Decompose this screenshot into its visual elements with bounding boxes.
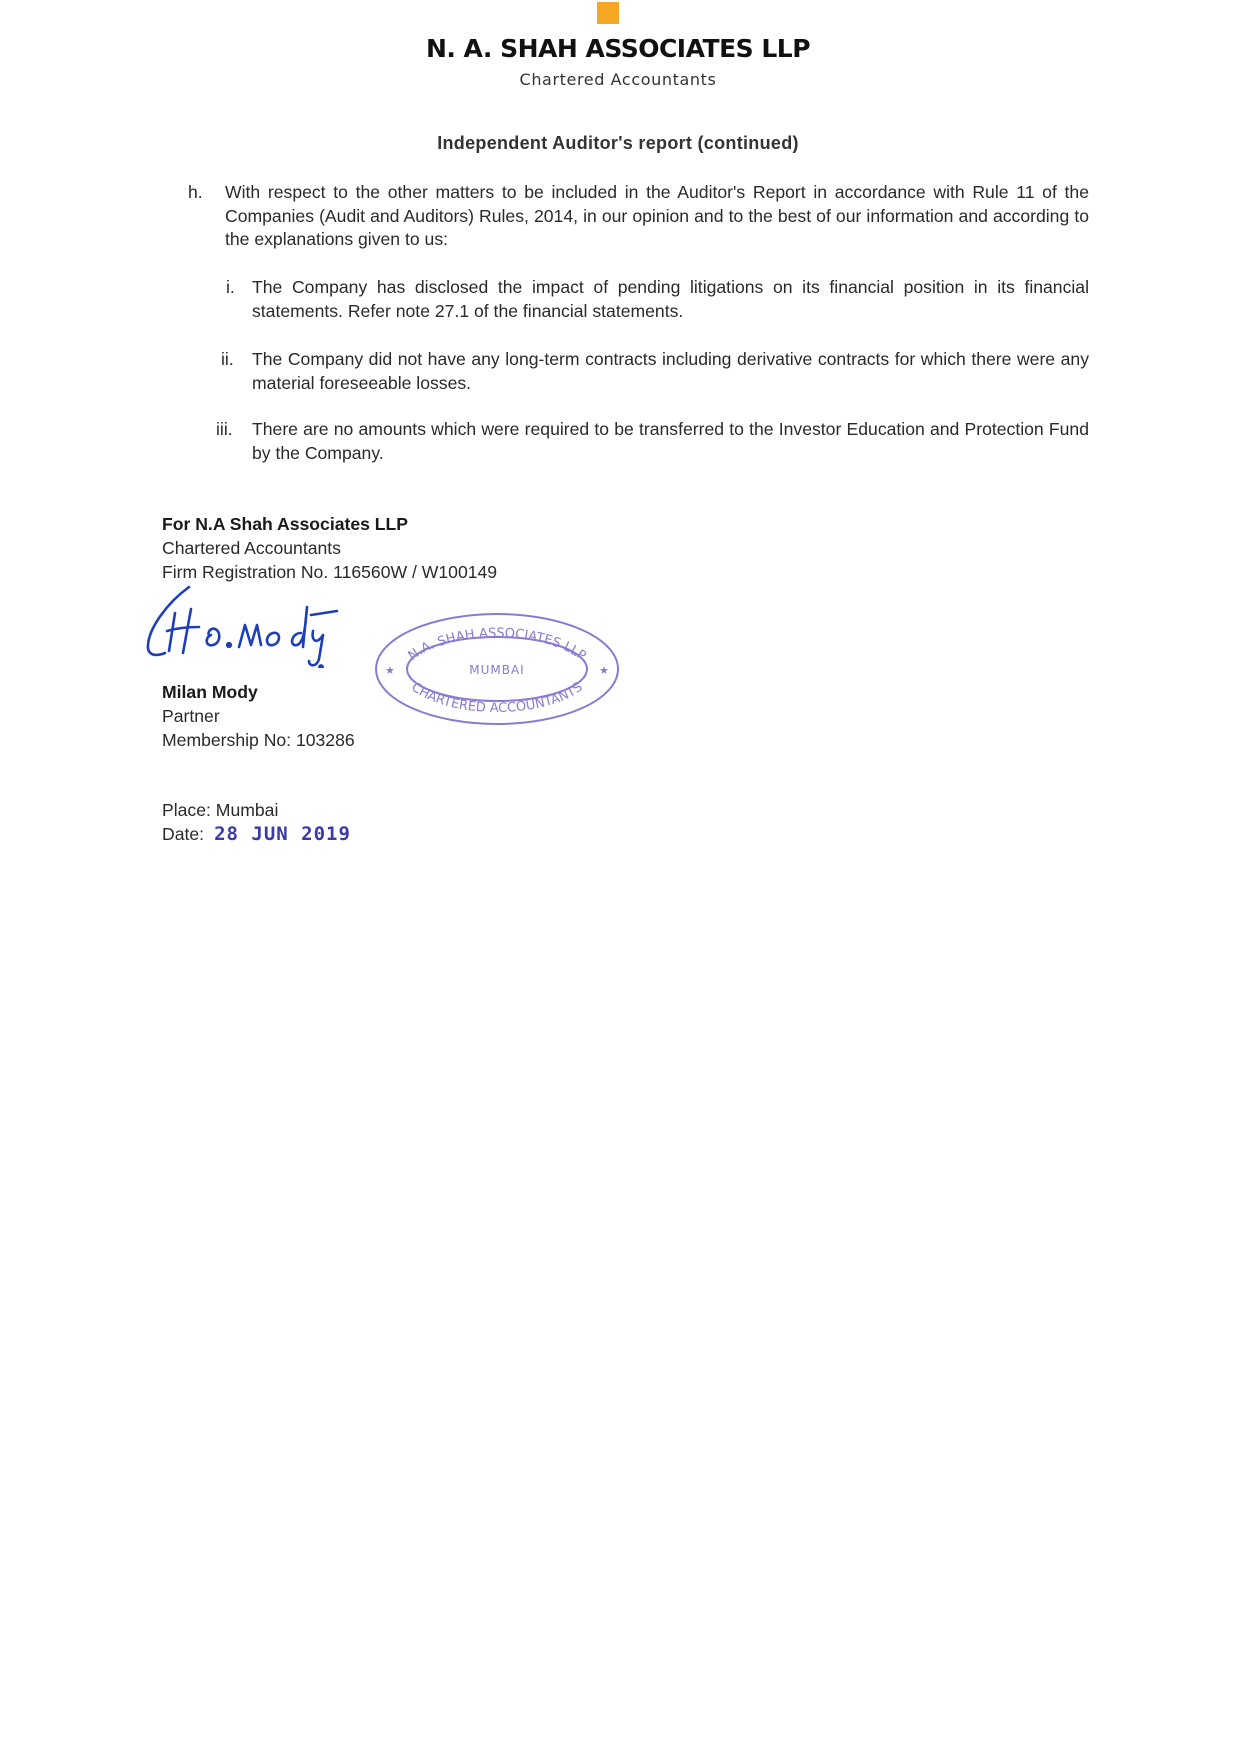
stamp-center-text: MUMBAI	[469, 663, 525, 677]
for-firm-line: For N.A Shah Associates LLP	[162, 514, 409, 534]
sub-item-iii-marker: iii.	[216, 419, 233, 439]
firm-name: N. A. SHAH ASSOCIATES LLP	[425, 34, 811, 63]
membership-line: Membership No: 103286	[162, 730, 355, 750]
handwritten-signature	[145, 583, 345, 668]
sub-item-i-text: The Company has disclosed the impact of pending litigations on its financial position in its financial statements. Refer note 27.1 of the financial statements.	[252, 277, 1089, 321]
sub-item-ii-text: The Company did not have any long-term contracts including derivative contracts for which there were any material foreseeable losses.	[252, 349, 1089, 393]
firm-seal-stamp	[372, 610, 622, 728]
firm-subtitle: Chartered Accountants	[519, 70, 717, 89]
report-title: Independent Auditor's report (continued)	[437, 133, 799, 153]
section-h-text: With respect to the other matters to be included in the Auditor's Report in accordance with Rule 11 of the Companies (Audit and Auditors) Rules, 2014, in our opinion and to the best of our information and according to the explanations given to us:	[225, 182, 1089, 249]
svg-text:★: ★	[385, 664, 395, 677]
partner-name: Milan Mody	[162, 682, 258, 702]
svg-text:N.A. SHAH ASSOCIATES LLP	[406, 626, 589, 664]
firm-type-line: Chartered Accountants	[162, 538, 341, 558]
date-stamp: 28 JUN 2019	[214, 823, 351, 845]
registration-line: Firm Registration No. 116560W / W100149	[162, 562, 498, 582]
firm-logo-mark	[597, 2, 619, 24]
partner-block	[162, 680, 355, 752]
place-date-block	[162, 798, 351, 846]
stamp-bottom-text: CHARTERED ACCOUNTANTS	[408, 679, 586, 716]
partner-title: Partner	[162, 706, 220, 726]
sub-item-iii-text: There are no amounts which were required to be transferred to the Investor Education and Protection Fund by the Company.	[252, 419, 1089, 463]
section-h-marker: h.	[188, 182, 203, 202]
place-line: Place: Mumbai	[162, 800, 279, 820]
stamp-top-text: N.A. SHAH ASSOCIATES LLP	[405, 626, 589, 664]
sub-item-i-marker: i.	[226, 277, 235, 297]
sub-item-ii-marker: ii.	[221, 349, 234, 369]
svg-text:★: ★	[599, 664, 609, 677]
svg-text:CHARTERED ACCOUNTANTS	[408, 680, 585, 716]
date-line	[162, 822, 351, 846]
signature-block	[162, 512, 497, 584]
date-label: Date:	[162, 824, 205, 844]
